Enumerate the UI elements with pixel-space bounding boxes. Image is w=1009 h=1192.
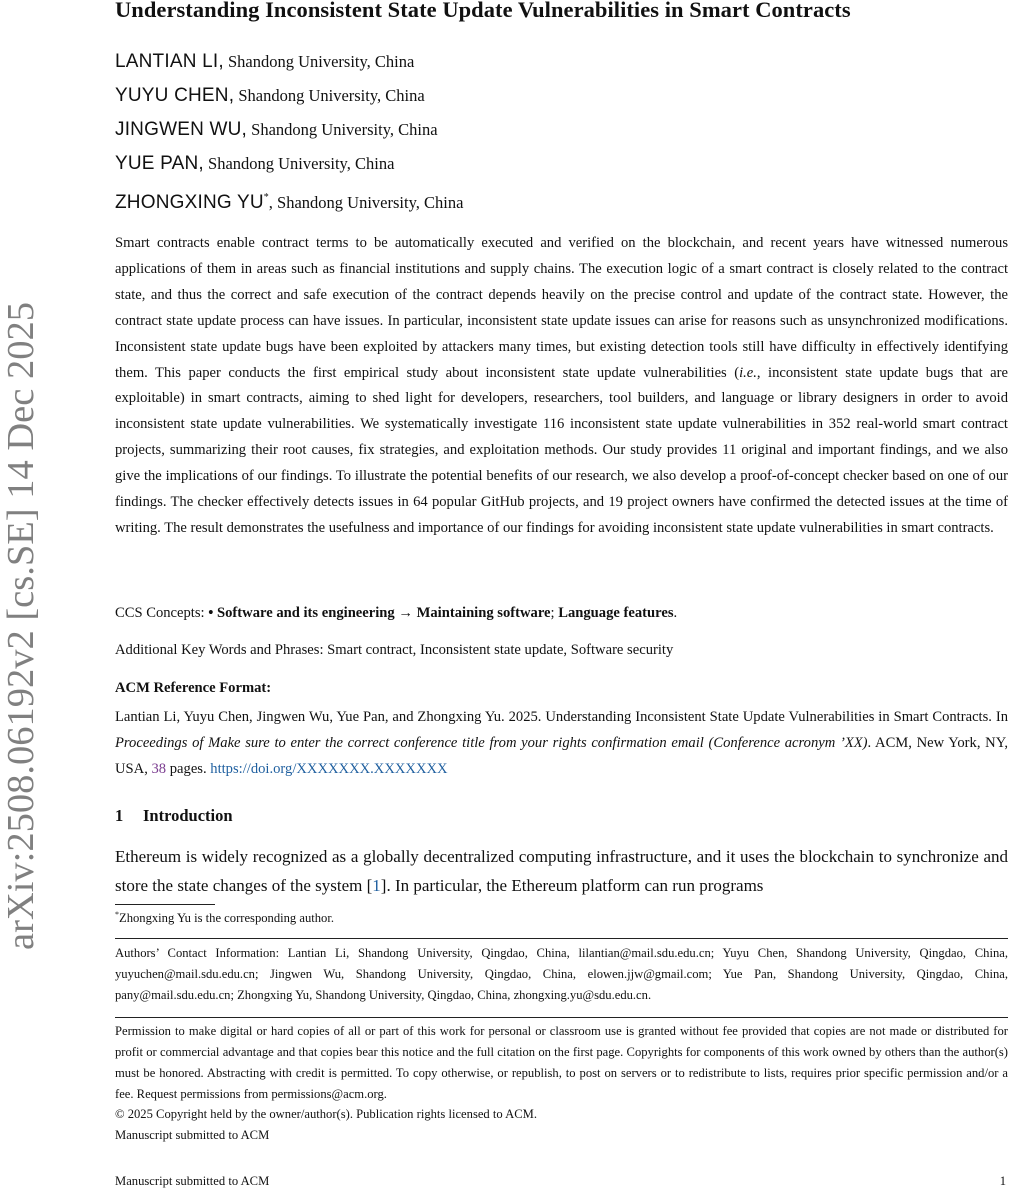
abstract-ie: i.e.	[739, 364, 757, 381]
divider	[115, 1017, 1008, 1018]
author-entry	[115, 185, 463, 219]
ccs-end: .	[673, 605, 678, 621]
author-entry	[115, 151, 463, 185]
ccs-separator: ;	[550, 605, 559, 621]
paper-title: Understanding Inconsistent State Update Vulnerabilities in Smart Contracts	[115, 0, 851, 22]
footnote-mark: *	[115, 910, 119, 919]
manuscript-note: Manuscript submitted to ACM	[115, 1128, 270, 1142]
corresponding-mark: *	[263, 192, 269, 203]
page-number: 1	[999, 1174, 1006, 1188]
author-list	[115, 49, 463, 219]
intro-paragraph	[115, 842, 1008, 900]
section-title: Introduction	[143, 806, 233, 825]
permission-notice: Permission to make digital or hard copies of all or part of this work for personal or classroom use is granted without fee provided that copies are not made or distributed for profit or commercial advantage and that copies bear this notice and the full citation on the first page. Copyrights for components of this work owned by others than the author(s) must be honored. Abstracting with credit is permitted. To copy otherwise, or republish, to post on servers or to redistribute to lists, requires prior specific permission and/or a fee. Request permissions from permissions@acm.org.	[115, 1024, 1008, 1101]
citation-link[interactable]: 1	[372, 876, 381, 895]
ccs-concept: Maintaining software	[416, 605, 551, 621]
keywords: Additional Key Words and Phrases: Smart contract, Inconsistent state update, Software security	[115, 642, 674, 658]
abstract	[115, 231, 1008, 542]
author-name: YUYU CHEN,	[115, 85, 235, 106]
acm-reference	[115, 705, 1008, 783]
ccs-concept: Language features	[558, 605, 674, 621]
author-affiliation: Shandong University, China	[234, 86, 425, 105]
intro-text-cont: ]. In particular, the Ethereum platform can run programs	[380, 876, 764, 895]
author-contact-info: Authors’ Contact Information: Lantian Li, Shandong University, Qingdao, China, lilantian@mail.sdu.edu.cn; Yuyu Chen, Shandong University, Qingdao, China, yuyuchen@mail.sdu.edu.cn; Jingwen Wu, Shandong University, Qingdao, China, elowen.jjw@gmail.com; Yue Pan, Shandong University, Qingdao, China, pany@mail.sdu.edu.cn; Zhongxing Yu, Shandong University, Qingdao, China, zhongxing.yu@sdu.edu.cn.	[115, 946, 1008, 1002]
acm-ref-text: pages.	[166, 760, 211, 777]
author-name: ZHONGXING YU	[115, 192, 264, 213]
pages-link[interactable]: 38	[151, 760, 167, 777]
footnote-rule	[115, 904, 215, 905]
arxiv-watermark	[0, 0, 40, 1192]
author-name: JINGWEN WU,	[115, 119, 248, 140]
author-entry	[115, 83, 463, 117]
author-name: LANTIAN LI,	[115, 51, 224, 72]
acm-ref-venue: Proceedings of Make sure to enter the correct conference title from your rights confirmation email (Conference acronym ’XX)	[115, 734, 868, 751]
copyright-notice: © 2025 Copyright held by the owner/author(s). Publication rights licensed to ACM.	[115, 1107, 537, 1121]
section-number: 1	[115, 806, 124, 825]
author-affiliation: Shandong University, China	[203, 154, 395, 173]
ccs-bullet: •	[208, 605, 218, 621]
acm-reference-heading: ACM Reference Format:	[115, 680, 272, 696]
abstract-text-cont: , inconsistent state update bugs that are exploitable) in smart contracts, aiming to shed light for developers, researchers, tool builders, and language or library designers in order to avoid inconsistent state update vulnerabilities. We systematically investigate 116 inconsistent state update vulnerabilities in 352 real-world smart contract projects, summarizing their root causes, fix strategies, and exploitation methods. Our study provides 11 original and important findings, and we also give the implications of our findings. To illustrate the potential benefits of our research, we also develop a proof-of-concept checker based on one of our findings. The checker effectively detects issues in 64 popular GitHub projects, and 19 project owners have confirmed the detected issues at the time of writing. The result demonstrates the usefulness and importance of our findings for avoiding inconsistent state update vulnerabilities in smart contracts.	[115, 364, 1008, 536]
section-heading	[115, 806, 233, 826]
ccs-concept: Software and its engineering	[217, 605, 395, 621]
acm-ref-text: Lantian Li, Yuyu Chen, Jingwen Wu, Yue Pan, and Zhongxing Yu. 2025. Understanding Inconsistent State Update Vulnerabilities in Smart Contracts. In	[115, 709, 1008, 725]
ccs-label: CCS Concepts:	[115, 605, 209, 621]
author-name: YUE PAN,	[115, 153, 204, 174]
author-affiliation: Shandong University, China	[223, 52, 415, 71]
ccs-arrow: →	[394, 605, 417, 621]
ccs-concepts	[115, 605, 677, 622]
footnote	[115, 910, 334, 926]
author-entry	[115, 49, 463, 83]
footer-manuscript: Manuscript submitted to ACM	[115, 1174, 270, 1188]
intro-text: Ethereum is widely recognized as a globally decentralized computing infrastructure, and it uses the blockchain to synchronize and store the state changes of the system [	[115, 847, 1008, 895]
author-entry	[115, 117, 463, 151]
divider	[115, 938, 1008, 939]
acm-ref-text: . ACM, New York, NY, USA,	[115, 734, 1009, 777]
doi-link[interactable]: https://doi.org/XXXXXXX.XXXXXXX	[210, 760, 448, 777]
arxiv-id: arXiv:2508.06192v2 [cs.SE] 14 Dec 2025	[0, 302, 42, 950]
abstract-text: Smart contracts enable contract terms to be automatically executed and verified on the blockchain, and recent years have witnessed numerous applications of them in areas such as financial institutions and supply chains. The execution logic of a smart contract is closely related to the contract state, and thus the correct and safe execution of the contract depends heavily on the precise control and update of the contract state. However, the contract state update process can have issues. In particular, inconsistent state update issues can arise for reasons such as unsynchronized modifications. Inconsistent state update bugs have been exploited by attackers many times, but existing detection tools still have difficulty in effectively identifying them. This paper conducts the first empirical study about inconsistent state update vulnerabilities (	[115, 235, 1008, 381]
author-affiliation: Shandong University, China	[247, 120, 438, 139]
footnote-text: Zhongxing Yu is the corresponding author.	[119, 911, 334, 925]
author-affiliation: , Shandong University, China	[268, 193, 464, 212]
